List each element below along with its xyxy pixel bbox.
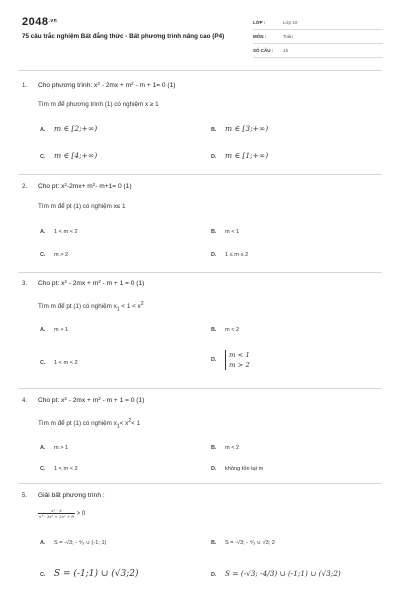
option-c[interactable] [40,252,68,258]
option-letter: D. [211,466,217,472]
option-d[interactable] [211,350,250,370]
option-letter: C. [40,360,46,366]
option-letter: C. [40,252,46,258]
meta-key: MÔN : [253,34,267,39]
meta-row-class [253,16,383,30]
meta-key: LỚP : [253,20,266,25]
question-text: Giải bất phương trình : [38,492,105,499]
option-text: m ∈ [3;+∞) [225,124,269,133]
option-c[interactable] [40,466,78,472]
question-number: 1. [22,83,28,89]
meta-value: Lớp 10 [283,20,298,25]
option-text: S = (-1;1) ∪ (√3;2) [54,569,139,579]
option-text: m ∈ [2;+∞) [54,124,98,133]
question-subtext: Tìm m để pt (1) có nghiệm $x_1< x^2< 1$ [38,418,141,430]
option-b[interactable] [211,445,239,451]
option-text: m ∈ [1;+∞) [225,151,269,160]
fraction-denominator: x⁴ - 3x³ + 2x² + 8 [39,514,74,519]
meta-info [253,16,383,58]
option-letter: C. [40,572,46,578]
option-c[interactable] [40,569,138,579]
option-letter: D. [211,357,217,364]
option-text: 1 < m < 2 [54,229,78,235]
divider [18,174,382,175]
question-text: Cho pt: $x^2 - 2mx + m^2 - m + 1 = 0$ (1) [38,396,145,404]
option-letter: B. [211,127,217,133]
option-text-bottom: m > 2 [229,361,250,369]
option-b[interactable] [211,124,268,133]
site-logo[interactable]: $2048^{.vn}$ [22,16,58,28]
option-letter: D. [211,252,217,258]
question-subtext: Tìm m để pt (1) có nghiệm x≤ 1 [38,203,126,210]
option-letter: A. [40,229,46,235]
option-a[interactable] [40,229,78,235]
meta-value: 15 [283,48,289,53]
option-text: m > 1 [54,445,69,451]
option-text: m < 2 [225,327,240,333]
fraction [38,508,75,519]
option-letter: A. [40,540,46,546]
option-letter: A. [40,327,46,333]
option-b[interactable] [211,327,239,333]
option-letter: A. [40,445,46,451]
option-text: S = (-√3; -4/3) ∪ (-1;1) ∪ (√3;2) [225,569,341,578]
option-letter: B. [211,445,217,451]
fraction-numerator: x² - 3 [38,508,75,514]
question-fraction [38,508,85,519]
document-title: 75 câu trắc nghiệm Bất đẳng thức - Bất phương trình nâng cao (P4) [22,33,225,40]
option-letter: A. [40,127,46,133]
option-letter: C. [40,154,46,160]
question-subtext: Tìm m để pt (1) có nghiệm $x_1 < 1 < x^2$ [38,301,144,313]
option-letter: D. [211,572,217,578]
option-text: m ∈ [4;+∞) [54,151,98,160]
option-text: 1 ≤ m ≤ 2 [225,252,249,258]
option-a[interactable] [40,327,68,333]
option-d[interactable] [211,151,268,160]
option-d[interactable] [211,569,341,578]
divider [18,388,382,389]
question-number: 3. [22,281,28,287]
option-text-top: m < 1 [229,351,250,359]
option-text: S = -√3; - ⁴⁄₃ ∪ (-1; 1) [54,540,107,546]
fraction-rhs: > 0 [76,511,86,518]
option-letter: B. [211,229,217,235]
option-b[interactable] [211,229,239,235]
option-letter: B. [211,327,217,333]
meta-row-count [253,44,383,58]
question-subtext: Tìm m để phương trình (1) có nghiệm x ≥ 1 [38,101,159,108]
question-text: Cho pt: $x^2 - 2mx + m^2 - m + 1 = 0$ (1) [38,279,145,287]
option-text: 1 < m < 2 [54,360,78,366]
option-letter: C. [40,466,46,472]
option-a[interactable] [40,445,68,451]
option-text: 1 < m < 2 [54,466,78,472]
divider [18,70,382,71]
meta-value: Toán [283,34,293,39]
meta-row-subject [253,30,383,44]
option-d[interactable] [211,252,248,258]
question-text: Cho phương trình: $x^2 - 2mx + m^2 - m + 1= 0$ (1) [38,81,176,89]
option-a[interactable] [40,124,97,133]
meta-key: SỐ CÂU : [253,48,274,53]
option-text: m < 2 [225,445,240,451]
divider [18,483,382,484]
option-c[interactable] [40,151,97,160]
question-text: Cho pt: $x^2-2mx+ m^2-$ m+1= 0 (1) [38,182,132,190]
option-letter: B. [211,540,217,546]
question-number: 5. [22,493,28,499]
option-text: m > 2 [54,252,69,258]
option-text: m > 1 [54,327,69,333]
question-number: 2. [22,184,28,190]
question-number: 4. [22,398,28,404]
option-text: m < 1 [225,229,240,235]
option-c[interactable] [40,360,78,366]
option-text: không tồn tại m [225,466,264,472]
option-a[interactable] [40,540,106,546]
divider [18,272,382,273]
option-d[interactable] [211,466,263,472]
option-letter: D. [211,154,217,160]
option-text: S = -√3; - ⁴⁄₃ ∪ √3; 2 [225,540,275,546]
option-b[interactable] [211,540,275,546]
option-bracket [225,350,250,370]
